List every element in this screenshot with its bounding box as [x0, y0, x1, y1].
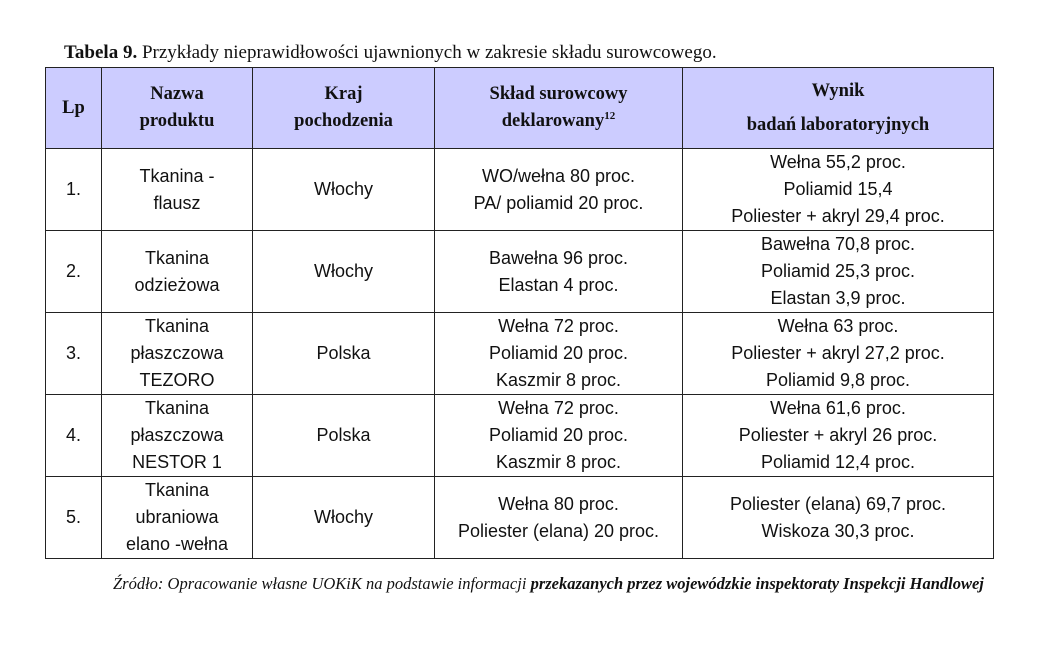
table-row — [46, 149, 994, 231]
cell-wynik: Poliester (elana) 69,7 proc. Wiskoza 30,3 proc. — [683, 477, 994, 559]
cell-kraj: Włochy — [253, 477, 435, 559]
cell-lp: 3. — [46, 313, 102, 395]
header-sklad: Skład surowcowy deklarowany$^{12}$ — [435, 68, 683, 149]
header-kraj: Kraj pochodzenia — [253, 68, 435, 149]
table-row — [46, 313, 994, 395]
cell-wynik: Wełna 61,6 proc. Poliester + akryl 26 proc. Poliamid 12,4 proc. — [683, 395, 994, 477]
header-wynik: Wynik badań laboratoryjnych — [683, 68, 994, 149]
cell-lp: 2. — [46, 231, 102, 313]
table-row — [46, 395, 994, 477]
cell-sklad: Bawełna 96 proc. Elastan 4 proc. — [435, 231, 683, 313]
table-row — [46, 477, 994, 559]
cell-lp: 5. — [46, 477, 102, 559]
cell-nazwa: Tkanina ubraniowa elano -wełna — [102, 477, 253, 559]
data-table — [45, 67, 994, 559]
cell-sklad: WO/wełna 80 proc. PA/ poliamid 20 proc. — [435, 149, 683, 231]
cell-sklad: Wełna 80 proc. Poliester (elana) 20 proc. — [435, 477, 683, 559]
cell-nazwa: Tkanina płaszczowa NESTOR 1 — [102, 395, 253, 477]
cell-sklad: Wełna 72 proc. Poliamid 20 proc. Kaszmir 8 proc. — [435, 313, 683, 395]
footnote-marker: 12 — [604, 109, 616, 122]
table-caption — [64, 42, 717, 64]
cell-lp: 4. — [46, 395, 102, 477]
source-note: Źródło: Opracowanie własne UOKiK na podstawie informacji przekazanych przez wojewódzkie inspektoraty Inspekcji Handlowej — [113, 574, 984, 593]
cell-kraj: Włochy — [253, 149, 435, 231]
cell-kraj: Polska — [253, 313, 435, 395]
cell-kraj: Polska — [253, 395, 435, 477]
cell-wynik: Wełna 63 proc. Poliester + akryl 27,2 proc. Poliamid 9,8 proc. — [683, 313, 994, 395]
cell-nazwa: Tkanina odzieżowa — [102, 231, 253, 313]
cell-sklad: Wełna 72 proc. Poliamid 20 proc. Kaszmir 8 proc. — [435, 395, 683, 477]
cell-nazwa: Tkanina - flausz — [102, 149, 253, 231]
cell-kraj: Włochy — [253, 231, 435, 313]
cell-lp: 1. — [46, 149, 102, 231]
header-lp: Lp — [46, 68, 102, 149]
table-row — [46, 231, 994, 313]
table-caption-text: Przykłady nieprawidłowości ujawnionych w zakresie składu surowcowego. — [141, 42, 717, 63]
table-caption-label: Tabela 9. — [64, 42, 138, 63]
header-nazwa: Nazwa produktu — [102, 68, 253, 149]
header-row — [46, 68, 994, 149]
cell-wynik: Wełna 55,2 proc. Poliamid 15,4 Poliester + akryl 29,4 proc. — [683, 149, 994, 231]
cell-wynik: Bawełna 70,8 proc. Poliamid 25,3 proc. Elastan 3,9 proc. — [683, 231, 994, 313]
cell-nazwa: Tkanina płaszczowa TEZORO — [102, 313, 253, 395]
